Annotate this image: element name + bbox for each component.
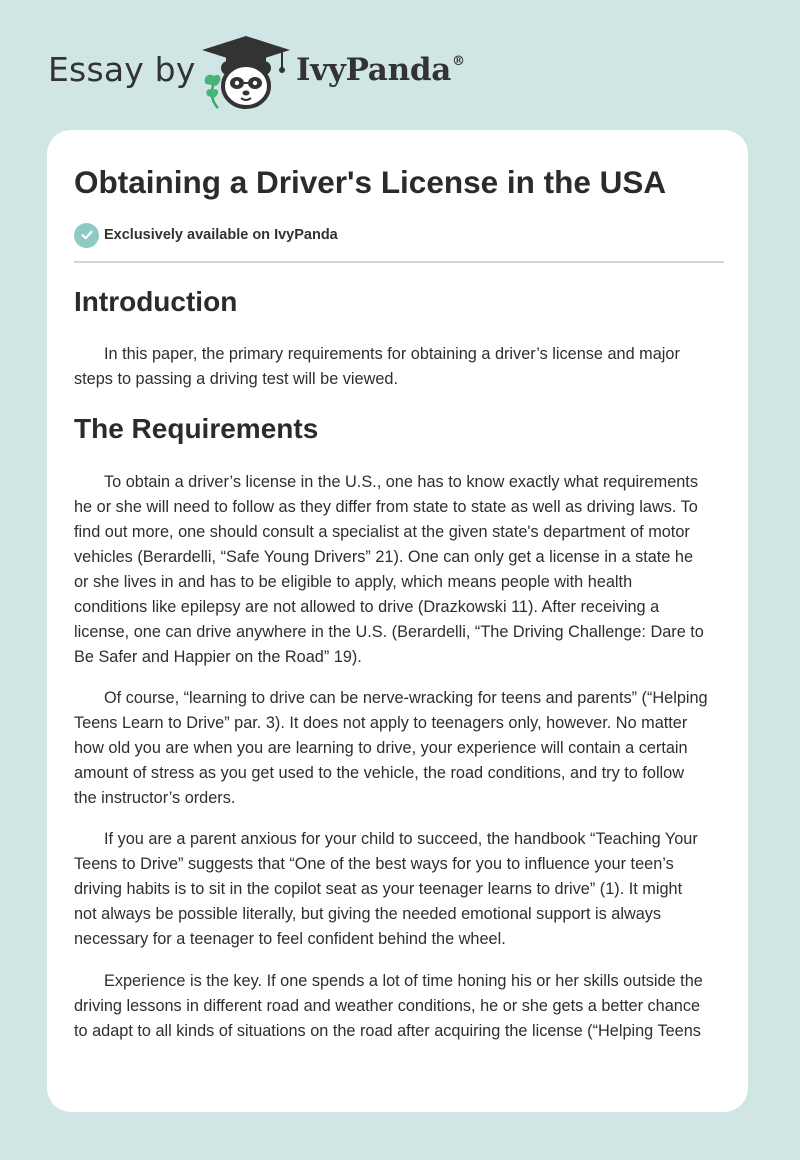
brand-logo-text[interactable] [296, 52, 465, 88]
text-line: Teens Learn to Drive” par. 3). It does not apply to teenagers only, however. No matter [74, 714, 688, 732]
text-line: how old you are when you are learning to drive, your experience will contain a certain [74, 739, 688, 757]
panda-graduate-icon[interactable] [200, 34, 292, 110]
text-line: find out more, one should consult a specialist at the given state's department of motor [74, 523, 690, 541]
badge-label: Exclusively available on IvyPanda [104, 227, 338, 243]
divider [74, 261, 724, 263]
text-line: To obtain a driver’s license in the U.S., one has to know exactly what requirements [104, 473, 698, 491]
text-line: the instructor’s orders. [74, 789, 236, 807]
paragraph-requirements-2 [74, 686, 724, 811]
text-line: In this paper, the primary requirements for obtaining a driver’s license and major [104, 345, 680, 363]
text-line: Of course, “learning to drive can be nerve-wracking for teens and parents” (“Helping [104, 689, 708, 707]
text-line: necessary for a teenager to feel confident behind the wheel. [74, 930, 506, 948]
check-circle-icon [74, 223, 99, 248]
text-line: amount of stress as you get used to the vehicle, the road conditions, and try to follow [74, 764, 684, 782]
text-line: driving habits is to sit in the copilot seat as your teenager learns to drive” (1). It might [74, 880, 683, 898]
exclusive-badge [74, 222, 338, 248]
section-heading-introduction: Introduction [74, 286, 238, 317]
text-line: Teens to Drive” suggests that “One of the best ways for you to influence your teen’s [74, 855, 674, 873]
section-heading-requirements: The Requirements [74, 413, 319, 444]
site-header [0, 0, 800, 130]
brand-name: IvyPanda [296, 52, 451, 88]
text-line: vehicles (Berardelli, “Safe Young Drivers” 21). One can only get a license in a state he [74, 548, 694, 566]
text-line: steps to passing a driving test will be viewed. [74, 370, 398, 388]
essay-card [47, 130, 748, 1112]
text-line: Experience is the key. If one spends a lot of time honing his or her skills outside the [104, 972, 703, 990]
essay-by-label: Essay by [48, 50, 196, 89]
text-line: driving lessons in different road and weather conditions, he or she gets a better chance [74, 997, 701, 1015]
text-line: not always be possible literally, but giving the needed emotional support is always [74, 905, 662, 923]
text-line: to adapt to all kinds of situations on the road after acquiring the license (“Helping Teens [74, 1022, 701, 1040]
page-title: Obtaining a Driver's License in the USA [74, 164, 667, 200]
paragraph-intro [74, 342, 724, 392]
text-line: conditions like epilepsy are not allowed to drive (Drazkowski 11). After receiving a [74, 598, 660, 616]
text-line: or she lives in and has to be eligible to apply, which means people with health [74, 573, 633, 591]
text-line: license, one can drive anywhere in the U.S. (Berardelli, “The Driving Challenge: Dare to [74, 623, 704, 641]
text-line: Be Safer and Happier on the Road” 19). [74, 648, 362, 666]
text-line: If you are a parent anxious for your child to succeed, the handbook “Teaching Your [104, 830, 698, 848]
registered-mark: ® [452, 54, 465, 69]
paragraph-requirements-1 [74, 470, 724, 670]
paragraph-requirements-4 [74, 969, 724, 1044]
paragraph-requirements-3 [74, 827, 724, 952]
text-line: he or she will need to follow as they differ from state to state as well as driving laws. To [74, 498, 698, 516]
